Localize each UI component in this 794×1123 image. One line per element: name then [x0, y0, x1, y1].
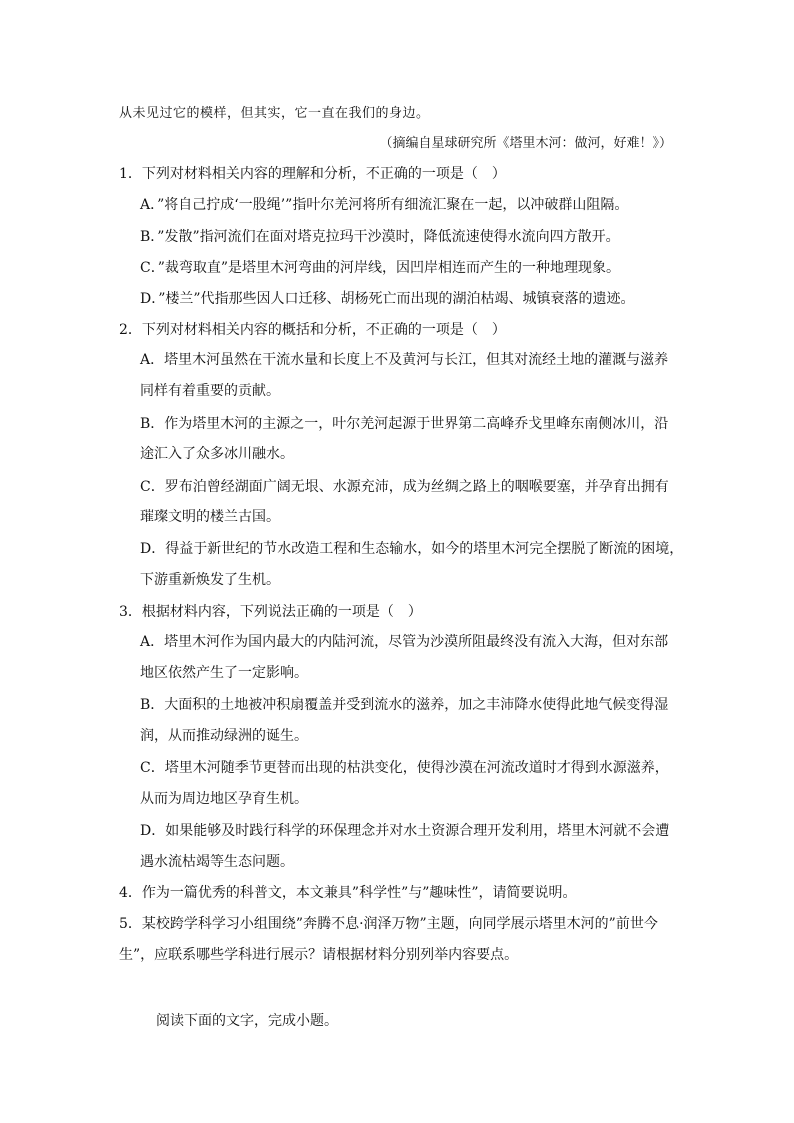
question-2-option-c-cont: 璀璨文明的楼兰古国。 — [140, 509, 280, 525]
question-2-option-b: B．作为塔里木河的主源之一，叶尔羌河起源于世界第二高峰乔戈里峰东南侧冰川，沿 — [140, 416, 669, 432]
question-5-line-1: 5．某校跨学科学习小组围绕”奔腾不息·润泽万物”主题，向同学展示塔里木河的”前世今 — [119, 916, 658, 932]
question-2-option-b-cont: 途汇入了众多冰川融水。 — [140, 446, 294, 462]
question-1-option-d: D．”楼兰”代指那些因人口迁移、胡杨死亡而出现的湖泊枯竭、城镇衰落的遗迹。 — [140, 291, 635, 307]
question-2-stem: 2．下列对材料相关内容的概括和分析，不正确的一项是（ ） — [119, 322, 506, 338]
question-3-option-d-cont: 遇水流枯竭等生态问题。 — [140, 854, 294, 870]
question-1-option-b: B．”发散”指河流们在面对塔克拉玛干沙漠时，降低流速使得水流向四方散开。 — [140, 229, 620, 245]
reading-prompt: 阅读下面的文字，完成小题。 — [156, 1013, 338, 1029]
question-3-option-c-cont: 从而为周边地区孕育生机。 — [140, 791, 308, 807]
question-3-option-d: D．如果能够及时践行科学的环保理念并对水土资源合理开发利用，塔里木河就不会遭 — [140, 823, 670, 839]
source-citation: （摘编自星球研究所《塔里木河：做河，好难！》） — [379, 136, 672, 151]
question-3-option-c: C．塔里木河随季节更替而出现的枯洪变化，使得沙漠在河流改道时才得到水源滋养， — [140, 760, 669, 776]
question-3-option-b-cont: 润，从而推动绿洲的诞生。 — [140, 728, 308, 744]
question-1-stem: 1．下列对材料相关内容的理解和分析，不正确的一项是（ ） — [119, 166, 506, 182]
question-2-option-a-cont: 同样有着重要的贡献。 — [140, 383, 280, 399]
question-1-option-c: C．”裁弯取直”是塔里木河弯曲的河岸线，因凹岸相连而产生的一种地理现象。 — [140, 260, 621, 276]
question-4: 4．作为一篇优秀的科普文，本文兼具”科学性”与”趣味性”，请简要说明。 — [119, 885, 577, 901]
question-2-option-c: C．罗布泊曾经湖面广阔无垠、水源充沛，成为丝绸之路上的咽喉要塞，并孕育出拥有 — [140, 479, 669, 495]
question-2-option-d-cont: 下游重新焕发了生机。 — [140, 572, 280, 588]
question-1-option-a: A．”将自己拧成‘一股绳’”指叶尔羌河将所有细流汇聚在一起，以冲破群山阻隔。 — [140, 197, 629, 213]
question-2-option-a: A．塔里木河虽然在干流水量和长度上不及黄河与长江，但其对流经土地的灌溉与滋养 — [140, 352, 669, 368]
intro-line: 从未见过它的模样，但其实，它一直在我们的身边。 — [119, 106, 430, 121]
question-3-option-b: B．大面积的土地被冲积扇覆盖并受到流水的滋养，加之丰沛降水使得此地气候变得湿 — [140, 697, 669, 713]
question-3-option-a: A．塔里木河作为国内最大的内陆河流，尽管为沙漠所阻最终没有流入大海，但对东部 — [140, 634, 669, 650]
question-2-option-d: D．得益于新世纪的节水改造工程和生态输水，如今的塔里木河完全摆脱了断流的困境， — [140, 541, 684, 557]
question-3-option-a-cont: 地区依然产生了一定影响。 — [140, 665, 308, 681]
question-3-stem: 3．根据材料内容，下列说法正确的一项是（ ） — [119, 604, 422, 620]
question-5-line-2: 生”，应联系哪些学科进行展示？请根据材料分别列举内容要点。 — [119, 947, 519, 963]
